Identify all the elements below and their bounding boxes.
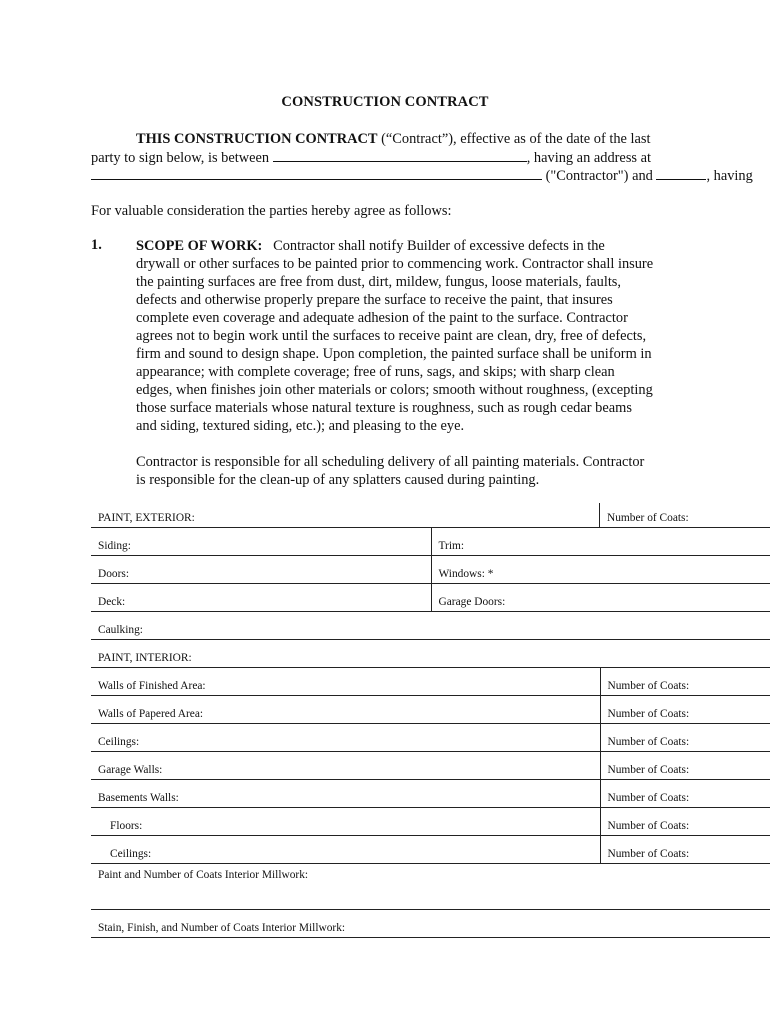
table-row bbox=[91, 724, 770, 752]
ceilings-coats-field[interactable]: Number of Coats: bbox=[600, 724, 770, 752]
scope-of-work-section bbox=[136, 237, 686, 489]
table-row bbox=[91, 910, 770, 938]
scope-line: appearance; with complete coverage; free of runs, sags, and skips; with sharp clean bbox=[136, 364, 615, 380]
deck-field[interactable]: Deck: bbox=[91, 584, 431, 612]
walls-papered-field[interactable]: Walls of Papered Area: bbox=[91, 696, 600, 724]
caulking-field[interactable]: Caulking: bbox=[91, 612, 770, 640]
scope-line: complete even coverage and adequate adhesion of the paint to the surface. Contractor bbox=[136, 310, 628, 326]
table-row bbox=[91, 668, 770, 696]
scope-heading: SCOPE OF WORK: bbox=[136, 238, 263, 254]
scope-line: edges, when finishes join other materials or colors; smooth without roughness, (excepting bbox=[136, 382, 653, 398]
walls-finished-field[interactable]: Walls of Finished Area: bbox=[91, 668, 600, 696]
table-row bbox=[91, 864, 770, 910]
basements-walls-coats-field[interactable]: Number of Coats: bbox=[600, 780, 770, 808]
intro-line-3 bbox=[91, 166, 753, 185]
intro-line-3-end: , having bbox=[706, 168, 753, 184]
table-row bbox=[91, 503, 770, 528]
paint-specification-table bbox=[91, 503, 770, 938]
millwork-stain-field[interactable]: Stain, Finish, and Number of Coats Interior Millwork: bbox=[91, 910, 770, 938]
table-row bbox=[91, 752, 770, 780]
scope-paragraph-1 bbox=[136, 237, 686, 435]
exterior-label: PAINT, EXTERIOR: bbox=[91, 503, 600, 528]
garage-walls-coats-field[interactable]: Number of Coats: bbox=[600, 752, 770, 780]
scope-line: defects and otherwise properly prepare the surface to receive the paint, that insures bbox=[136, 292, 613, 308]
intro-lead-rest: (“Contract”), effective as of the date of the last bbox=[377, 131, 651, 147]
intro-line-2 bbox=[91, 148, 651, 167]
basement-ceilings-field[interactable]: Ceilings: bbox=[91, 836, 600, 864]
exterior-coats-field[interactable]: Number of Coats: bbox=[600, 503, 770, 528]
address-blank[interactable] bbox=[91, 166, 542, 180]
scope-line: those surface materials whose natural texture is roughness, such as rough cedar beams bbox=[136, 400, 632, 416]
intro-line-2-start: party to sign below, is between bbox=[91, 150, 273, 166]
millwork-paint-field[interactable]: Paint and Number of Coats Interior Millwork: bbox=[91, 864, 770, 910]
walls-finished-coats-field[interactable]: Number of Coats: bbox=[600, 668, 770, 696]
scope-line: and siding, textured siding, etc.); and pleasing to the eye. bbox=[136, 418, 465, 434]
table-row bbox=[91, 780, 770, 808]
ceilings-field[interactable]: Ceilings: bbox=[91, 724, 600, 752]
scope-line: is responsible for the clean-up of any splatters caused during painting. bbox=[136, 472, 540, 488]
table-row bbox=[91, 584, 770, 612]
basement-ceilings-coats-field[interactable]: Number of Coats: bbox=[600, 836, 770, 864]
garage-doors-field[interactable]: Garage Doors: bbox=[431, 584, 770, 612]
scope-line: agrees not to begin work until the surfaces to receive paint are clean, dry, free of defects, bbox=[136, 328, 647, 344]
scope-line-0: Contractor shall notify Builder of excessive defects in the bbox=[273, 238, 605, 254]
table-row bbox=[91, 808, 770, 836]
table-row bbox=[91, 528, 770, 556]
interior-label: PAINT, INTERIOR: bbox=[91, 640, 770, 668]
scope-line: drywall or other surfaces to be painted prior to commencing work. Contractor shall insure bbox=[136, 256, 654, 272]
intro-line-1 bbox=[136, 130, 651, 148]
party-name-blank[interactable] bbox=[273, 148, 527, 162]
windows-field[interactable]: Windows: * bbox=[431, 556, 770, 584]
scope-line: Contractor is responsible for all scheduling delivery of all painting materials. Contractor bbox=[136, 454, 645, 470]
floors-field[interactable]: Floors: bbox=[91, 808, 600, 836]
scope-line: the painting surfaces are free from dust, dirt, mildew, fungus, loose materials, faults, bbox=[136, 274, 622, 290]
table-row bbox=[91, 696, 770, 724]
table-row bbox=[91, 836, 770, 864]
table-row bbox=[91, 556, 770, 584]
siding-field[interactable]: Siding: bbox=[91, 528, 431, 556]
consideration-text: For valuable consideration the parties hereby agree as follows: bbox=[91, 203, 452, 219]
doors-field[interactable]: Doors: bbox=[91, 556, 431, 584]
trim-field[interactable]: Trim: bbox=[431, 528, 770, 556]
floors-coats-field[interactable]: Number of Coats: bbox=[600, 808, 770, 836]
document-title: CONSTRUCTION CONTRACT bbox=[281, 94, 489, 110]
section-number: 1. bbox=[91, 237, 102, 253]
scope-paragraph-2 bbox=[136, 453, 686, 489]
scope-line: firm and sound to design shape. Upon completion, the painted surface shall be uniform in bbox=[136, 346, 652, 362]
table-row bbox=[91, 640, 770, 668]
table-row bbox=[91, 612, 770, 640]
basements-walls-field[interactable]: Basements Walls: bbox=[91, 780, 600, 808]
walls-papered-coats-field[interactable]: Number of Coats: bbox=[600, 696, 770, 724]
intro-lead-bold: THIS CONSTRUCTION CONTRACT bbox=[136, 131, 378, 147]
intro-line-3-mid: ("Contractor") and bbox=[542, 168, 657, 184]
second-party-blank[interactable] bbox=[656, 166, 706, 180]
intro-line-2-end: , having an address at bbox=[526, 150, 651, 166]
garage-walls-field[interactable]: Garage Walls: bbox=[91, 752, 600, 780]
